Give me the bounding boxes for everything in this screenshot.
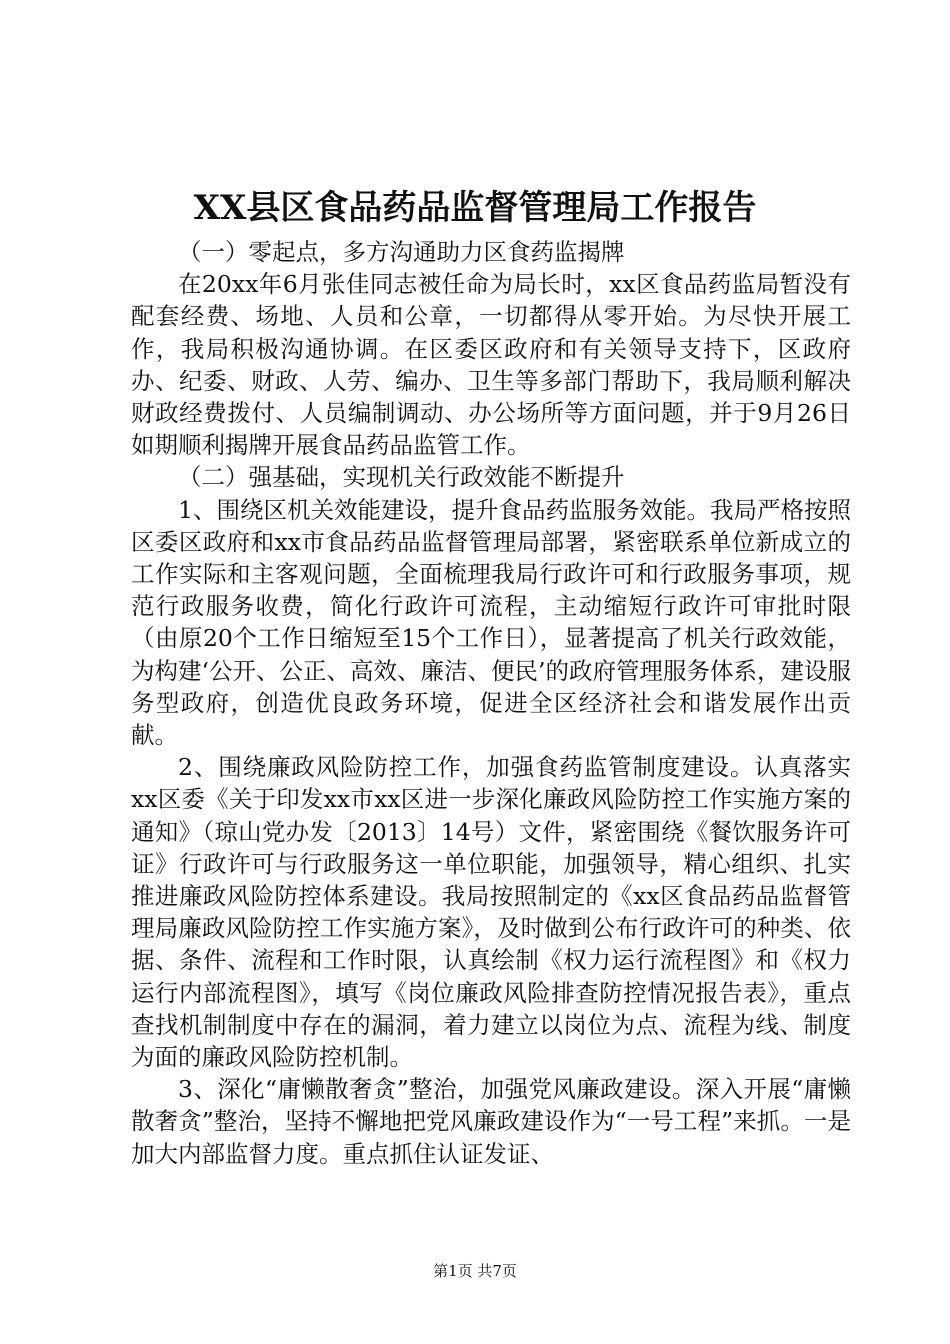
- document-body: [131, 236, 851, 1170]
- section-heading-1: （一）零起点，多方沟通助力区食药监揭牌: [178, 238, 625, 266]
- section-heading-2: （二）强基础，实现机关行政效能不断提升: [178, 463, 625, 492]
- paragraph: 3、深化“庸懒散奢贪”整治，加强党风廉政建设。深入开展“庸懒散奢贪”整治，坚持不懈地把党风廉政建设作为“一号工程”来抓。一是加大内部监督力度。重点抓住认证发证、: [131, 1075, 851, 1168]
- paragraph: 2、围绕廉政风险防控工作，加强食药监管制度建设。认真落实xx区委《关于印发xx市xx区进一步深化廉政风险防控工作实施方案的通知》（琼山党办发〔2013〕14号）文件，紧密围绕《餐饮服务许可证》行政许可与行政服务这一单位职能，加强领导，精心组织、扎实推进廉政风险防控体系建设。我局按照制定的《xx区食品药品监督管理局廉政风险防控工作实施方案》，及时做到公布行政许可的种类、依据、条件、流程和工作时限，认真绘制《权力运行流程图》和《权力运行内部流程图》，填写《岗位廉政风险排查防控情况报告表》，重点查找机制制度中存在的漏洞，着力建立以岗位为点、流程为线、制度为面的廉政风险防控机制。: [131, 753, 851, 1072]
- paragraph: 在20xx年6月张佳同志被任命为局长时，xx区食品药监局暂没有配套经费、场地、人员和公章，一切都得从零开始。为尽快开展工作，我局积极沟通协调。在区委区政府和有关领导支持下，区政府办、纪委、财政、人劳、编办、卫生等多部门帮助下，我局顺利解决财政经费拨付、人员编制调动、办公场所等方面问题，并于9月26日如期顺利揭牌开展食品药品监管工作。: [131, 270, 851, 460]
- document-title: XX县区食品药品监督管理局工作报告: [193, 188, 757, 228]
- page-number: 第1页 共7页: [433, 1262, 517, 1280]
- paragraph: 1、围绕区机关效能建设，提升食品药监服务效能。我局严格按照区委区政府和xx市食品药品监督管理局部署，紧密联系单位新成立的工作实际和主客观问题，全面梳理我局行政许可和行政服务事项，规范行政服务收费，简化行政许可流程，主动缩短行政许可审批时限（由原20个工作日缩短至15个工作日），显著提高了机关行政效能，为构建‘公开、公正、高效、廉洁、便民’的政府管理服务体系，建设服务型政府，创造优良政务环境，促进全区经济社会和谐发展作出贡献。: [131, 495, 851, 750]
